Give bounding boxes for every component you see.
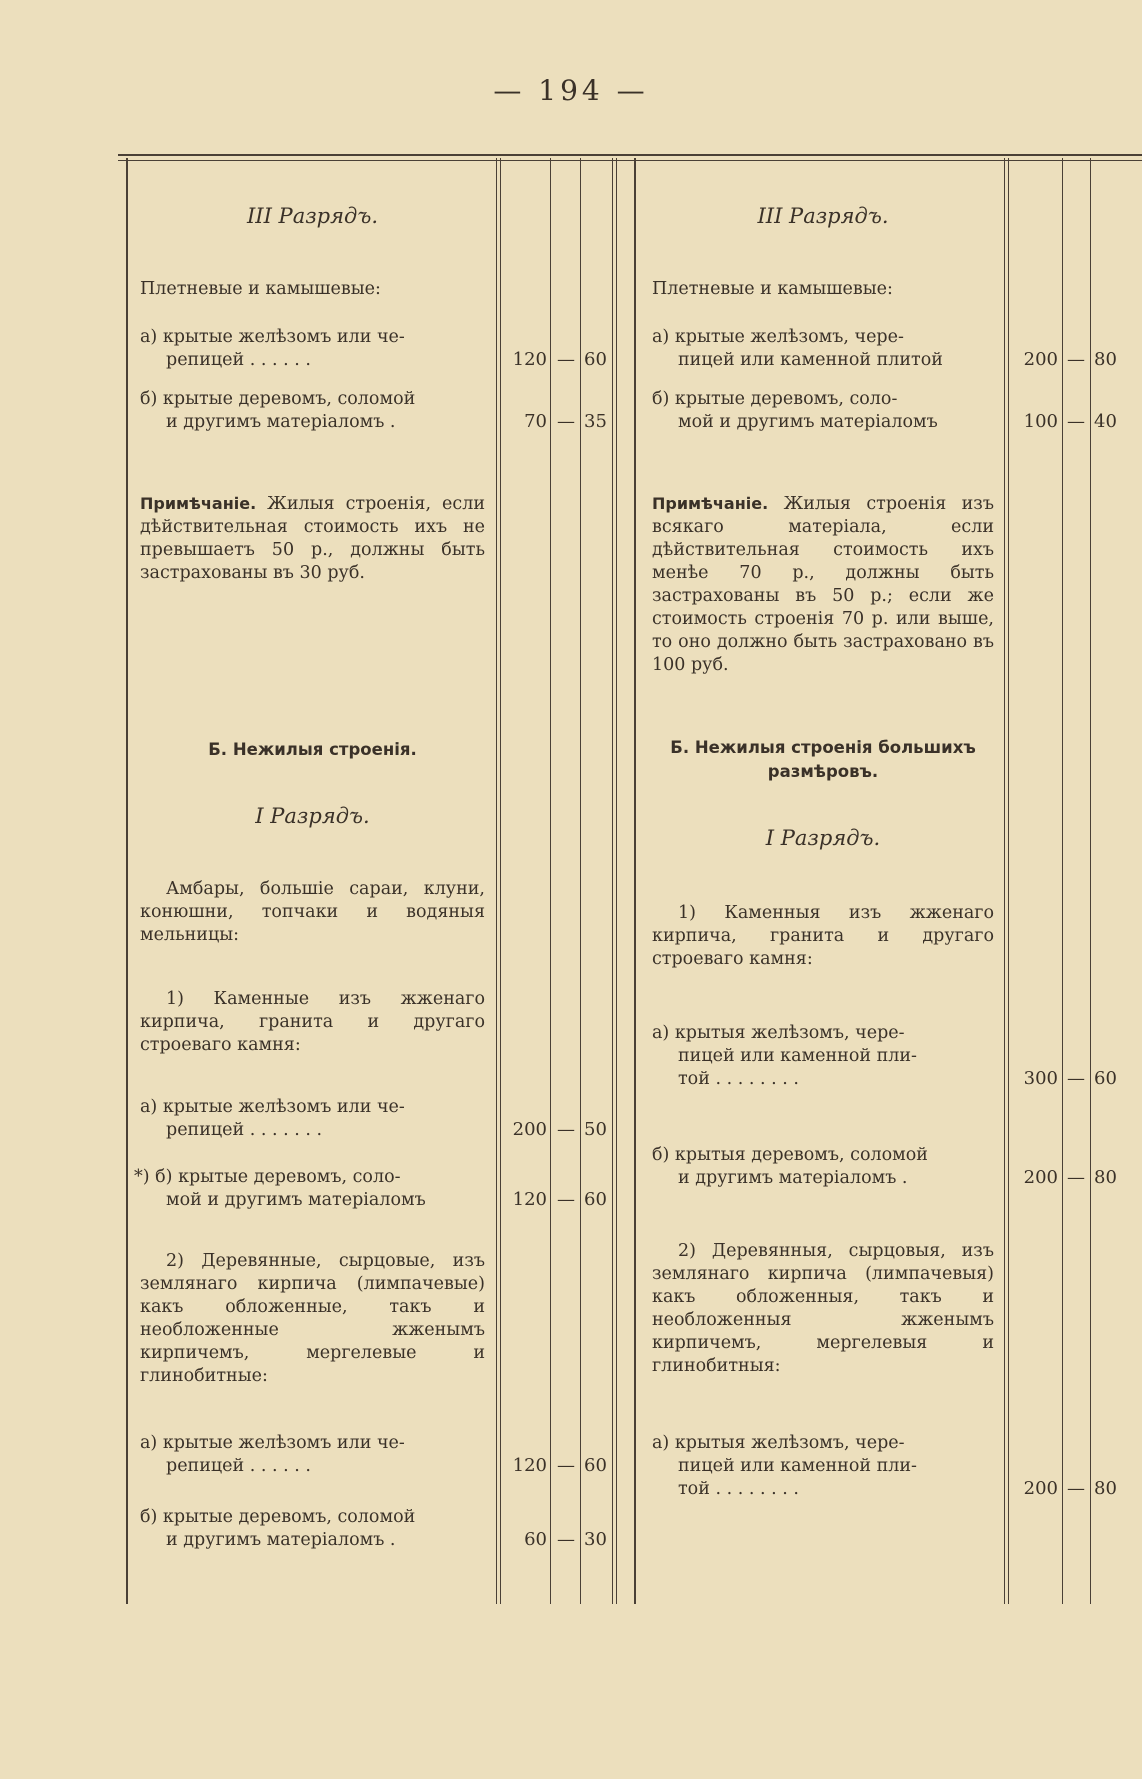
right-stone-intro: 1) Каменныя изъ жженаго кирпича, гранита и другаго строеваго камня: xyxy=(652,903,994,969)
left-kop-rule-2 xyxy=(616,158,617,1604)
left-note-label: Примѣчаніе. xyxy=(140,494,257,513)
right-item-b2-line1: б) крытыя деревомъ, соломой xyxy=(652,1145,928,1165)
left-a2-dash: — xyxy=(557,1119,575,1140)
left-a3-dash: — xyxy=(557,1455,575,1476)
left-note-text: Жилыя строенія, если дѣйствительная стоимость ихъ не превышаетъ 50 р., должны быть застрахованы въ 30 руб. xyxy=(140,494,485,583)
left-b3-kopecks: 30 xyxy=(584,1529,607,1550)
right-b2-kopecks: 80 xyxy=(1094,1167,1117,1188)
right-item-a3-line2: пицей или каменной пли- xyxy=(678,1456,917,1476)
right-wattle-intro: Плетневые и камышевые: xyxy=(652,279,893,299)
right-item-a3 xyxy=(652,1432,994,1501)
left-desc-rule-2 xyxy=(500,158,501,1604)
right-a1-rubles: 200 xyxy=(1023,349,1058,370)
right-item-b1-line2: мой и другимъ матеріаломъ xyxy=(678,412,938,432)
right-dash-rule xyxy=(1090,158,1091,1604)
right-section-b-title: Б. Нежилыя строенія большихъ размѣровъ. xyxy=(670,738,976,781)
left-item-a3 xyxy=(140,1432,485,1478)
left-item-b3 xyxy=(140,1506,485,1552)
left-item-b1 xyxy=(140,388,485,434)
right-b1-rubles: 100 xyxy=(1023,411,1058,432)
left-item-b3-line2: и другимъ матеріаломъ . xyxy=(166,1530,396,1550)
left-item-a2-line1: а) крытые желѣзомъ или че- xyxy=(140,1097,405,1117)
right-item-a2 xyxy=(652,1022,994,1091)
left-item-b1-line1: б) крытые деревомъ, соломой xyxy=(140,389,416,409)
left-desc-rule xyxy=(496,158,497,1604)
left-b1-kopecks: 35 xyxy=(584,411,607,432)
top-rule-thin xyxy=(118,160,1142,161)
right-a3-kopecks: 80 xyxy=(1094,1478,1117,1499)
left-wooden-intro: 2) Деревянные, сырцовые, изъ землянаго кирпича (лимпачевые) какъ обложенные, такъ и необложенные жженымъ кирпичемъ, мергелевые и глинобитные: xyxy=(140,1251,485,1386)
left-b2-dash: — xyxy=(557,1189,575,1210)
left-a2-rubles: 200 xyxy=(512,1119,547,1140)
left-item-a3-line2: репицей . . . . . . xyxy=(166,1456,311,1476)
right-heading-class-1: I Разрядъ. xyxy=(765,826,881,850)
left-dash-rule xyxy=(580,158,581,1604)
top-rule xyxy=(118,154,1142,156)
right-a2-dash: — xyxy=(1067,1068,1085,1089)
left-a3-rubles: 120 xyxy=(512,1455,547,1476)
left-rub-rule xyxy=(550,158,551,1604)
right-note xyxy=(652,492,994,677)
right-a1-dash: — xyxy=(1067,349,1085,370)
right-item-b2 xyxy=(652,1144,994,1190)
left-item-a1-line1: а) крытые желѣзомъ или че- xyxy=(140,327,405,347)
right-outer-rule xyxy=(634,158,636,1604)
left-b1-dash: — xyxy=(557,411,575,432)
left-b1-rubles: 70 xyxy=(524,411,547,432)
right-a3-dash: — xyxy=(1067,1478,1085,1499)
left-a2-kopecks: 50 xyxy=(584,1119,607,1140)
right-desc-rule xyxy=(1004,158,1005,1604)
right-note-text: Жилыя строенія изъ всякаго матеріала, если дѣйствительная стоимость ихъ менѣе 70 р., должны быть застрахованы въ 50 р.; если же стоимость строенія 70 р. или выше, то оно должно быть застраховано въ 100 руб. xyxy=(652,494,994,675)
right-b1-kopecks: 40 xyxy=(1094,411,1117,432)
right-heading-class-3: III Разрядъ. xyxy=(757,204,889,228)
left-a3-kopecks: 60 xyxy=(584,1455,607,1476)
left-item-a3-line1: а) крытые желѣзомъ или че- xyxy=(140,1433,405,1453)
left-a1-kopecks: 60 xyxy=(584,349,607,370)
right-a1-kopecks: 80 xyxy=(1094,349,1117,370)
right-wooden-intro: 2) Деревянныя, сырцовыя, изъ землянаго кирпича (лимпачевыя) какъ обложенныя, такъ и необложенныя жженымъ кирпичемъ, мергелевыя и глинобитныя: xyxy=(652,1241,994,1376)
right-item-b1-line1: б) крытые деревомъ, соло- xyxy=(652,389,898,409)
left-stone-intro: 1) Каменные изъ жженаго кирпича, гранита и другаго строеваго камня: xyxy=(140,989,485,1055)
left-barns-intro: Амбары, большіе сараи, клуни, конюшни, топчаки и водяныя мельницы: xyxy=(140,879,485,945)
left-item-b1-line2: и другимъ матеріаломъ . xyxy=(166,412,396,432)
right-a2-kopecks: 60 xyxy=(1094,1068,1117,1089)
right-item-b2-line2: и другимъ матеріаломъ . xyxy=(678,1168,908,1188)
left-a1-dash: — xyxy=(557,349,575,370)
left-heading-class-3: III Разрядъ. xyxy=(247,204,378,228)
left-item-b2-line1: *) б) крытые деревомъ, соло- xyxy=(134,1167,401,1187)
right-b2-rubles: 200 xyxy=(1023,1167,1058,1188)
right-note-label: Примѣчаніе. xyxy=(652,494,769,513)
right-item-b1 xyxy=(652,388,994,434)
left-b3-rubles: 60 xyxy=(524,1529,547,1550)
right-item-a2-line2: пицей или каменной пли- xyxy=(678,1046,917,1066)
left-b2-rubles: 120 xyxy=(512,1189,547,1210)
right-a3-rubles: 200 xyxy=(1023,1478,1058,1499)
left-outer-rule xyxy=(126,158,128,1604)
right-item-a2-line1: а) крытыя желѣзомъ, чере- xyxy=(652,1023,905,1043)
left-b3-dash: — xyxy=(557,1529,575,1550)
right-item-a1-line2: пицей или каменной плитой xyxy=(678,350,943,370)
left-item-b2 xyxy=(134,1166,485,1212)
left-a1-rubles: 120 xyxy=(512,349,547,370)
left-item-a2 xyxy=(140,1096,485,1142)
left-item-b3-line1: б) крытые деревомъ, соломой xyxy=(140,1507,416,1527)
left-kop-rule xyxy=(612,158,613,1604)
left-b2-kopecks: 60 xyxy=(584,1189,607,1210)
left-item-a1 xyxy=(140,326,485,372)
left-item-a1-line2: репицей . . . . . . xyxy=(166,350,311,370)
right-desc-rule-2 xyxy=(1008,158,1009,1604)
left-wattle-intro: Плетневые и камышевые: xyxy=(140,279,381,299)
right-rub-rule xyxy=(1062,158,1063,1604)
right-a2-rubles: 300 xyxy=(1023,1068,1058,1089)
right-b1-dash: — xyxy=(1067,411,1085,432)
right-b2-dash: — xyxy=(1067,1167,1085,1188)
left-section-b-title: Б. Нежилыя строенія. xyxy=(208,740,417,759)
page-number: — 194 — xyxy=(493,74,649,107)
right-item-a3-line3: той . . . . . . . . xyxy=(678,1479,799,1499)
left-item-a2-line2: репицей . . . . . . . xyxy=(166,1120,323,1140)
left-heading-class-1: I Разрядъ. xyxy=(255,804,370,828)
left-note xyxy=(140,492,485,585)
left-item-b2-line2: мой и другимъ матеріаломъ xyxy=(166,1190,426,1210)
right-item-a1-line1: а) крытые желѣзомъ, чере- xyxy=(652,327,904,347)
right-item-a1 xyxy=(652,326,994,372)
right-item-a2-line3: той . . . . . . . . xyxy=(678,1069,799,1089)
right-item-a3-line1: а) крытыя желѣзомъ, чере- xyxy=(652,1433,905,1453)
